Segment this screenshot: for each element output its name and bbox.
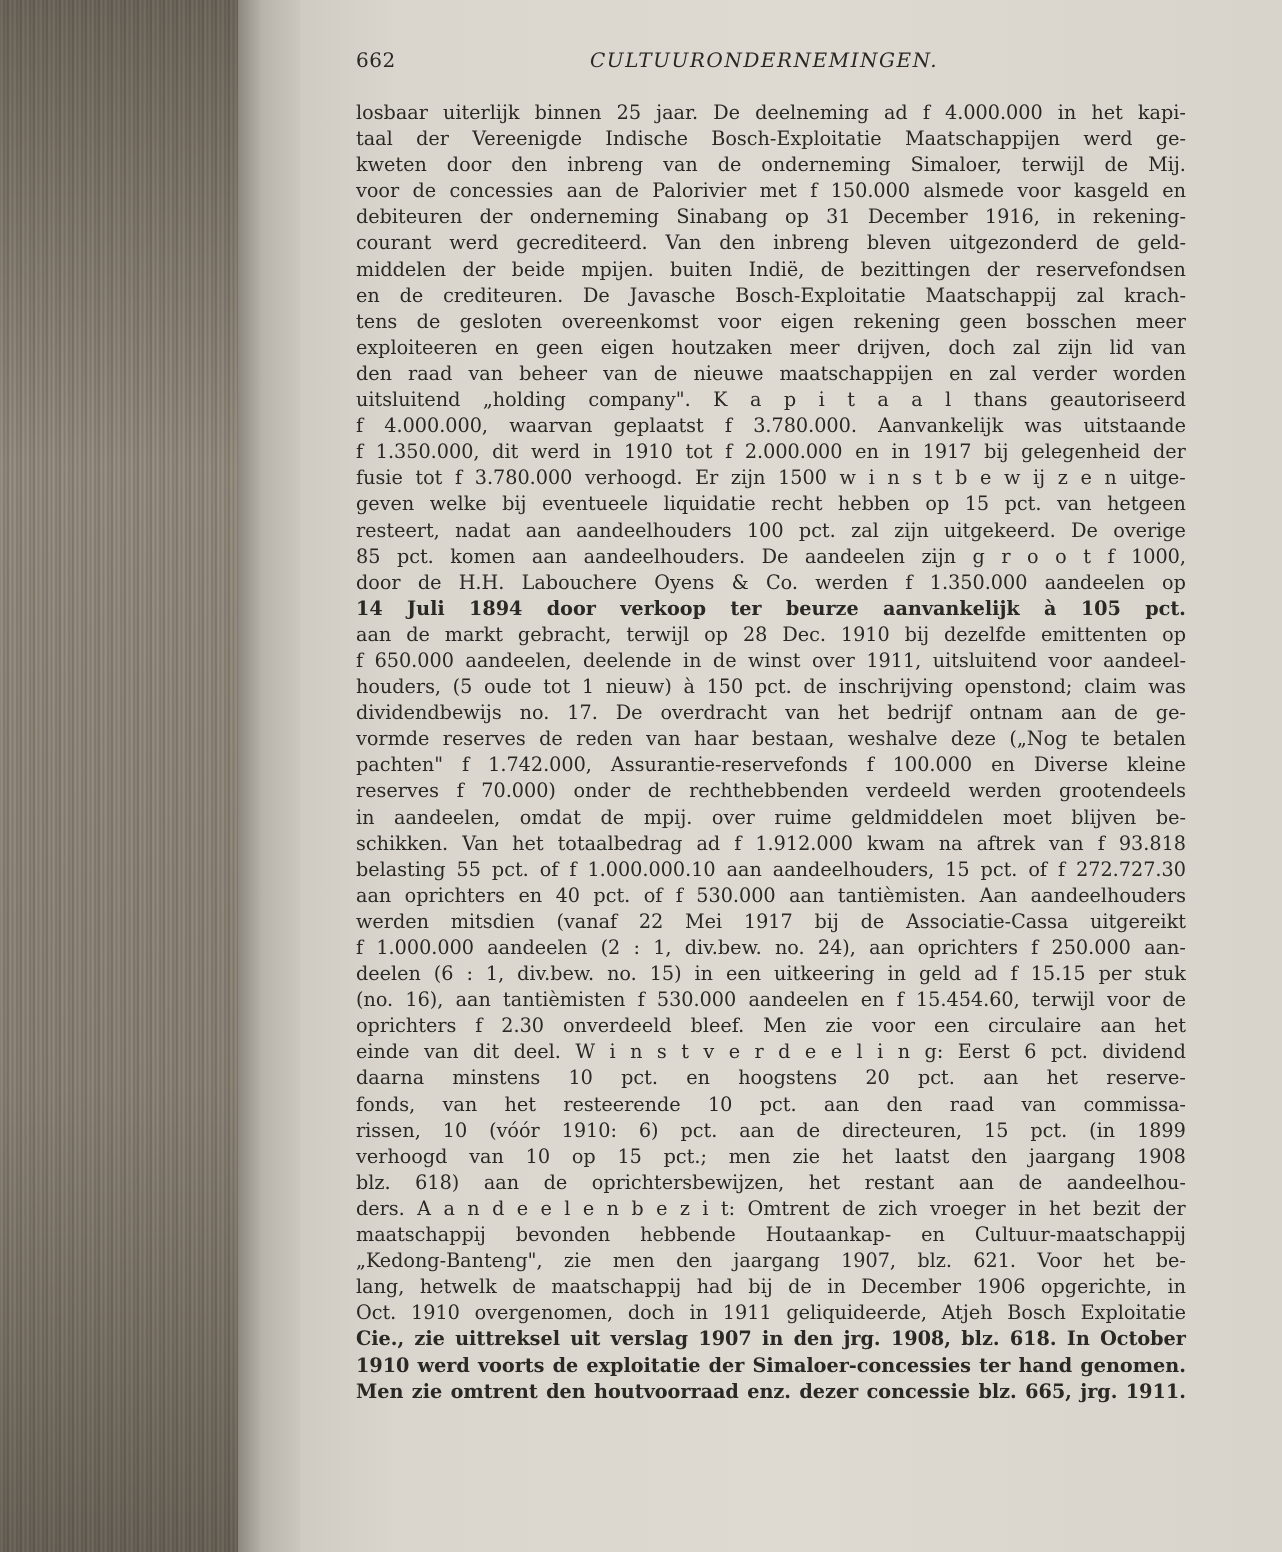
text-line: en de crediteuren. De Javasche Bosch-Exploitatie Maatschappij zal krach- bbox=[356, 283, 1186, 307]
text-line: f 4.000.000, waarvan geplaatst f 3.780.000. Aanvankelijk was uitstaande bbox=[356, 414, 1186, 438]
text-line: losbaar uiterlijk binnen 25 jaar. De deelneming ad f 4.000.000 in het kapi- bbox=[356, 101, 1186, 124]
text-line: den raad van beheer van de nieuwe maatschappijen en zal verder worden bbox=[356, 361, 1186, 385]
text-line: uitsluitend „holding company". K a p i t a a l thans geautoriseerd bbox=[356, 388, 1186, 412]
text-line: taal der Vereenigde Indische Bosch-Exploitatie Maatschappijen werd ge- bbox=[356, 127, 1186, 151]
book-page-stack bbox=[0, 0, 238, 1552]
text-line: „Kedong-Banteng", zie men den jaargang 1907, blz. 621. Voor het be- bbox=[356, 1249, 1186, 1273]
text-line: oprichters f 2.30 onverdeeld bleef. Men zie voor een circulaire aan het bbox=[356, 1014, 1186, 1038]
text-line: rissen, 10 (vóór 1910: 6) pct. aan de directeuren, 15 pct. (in 1899 bbox=[356, 1118, 1186, 1142]
text-line: 85 pct. komen aan aandeelhouders. De aandeelen zijn g r o o t f 1000, bbox=[356, 544, 1186, 568]
text-line: daarna minstens 10 pct. en hoogstens 20 pct. aan het reserve- bbox=[356, 1066, 1186, 1090]
text-line: fonds, van het resteerende 10 pct. aan den raad van commissa- bbox=[356, 1092, 1186, 1116]
text-line: deelen (6 : 1, div.bew. no. 15) in een uitkeering in geld ad f 15.15 per stuk bbox=[356, 962, 1186, 986]
text-line: f 1.000.000 aandeelen (2 : 1, div.bew. no. 24), aan oprichters f 250.000 aan- bbox=[356, 936, 1186, 959]
text-line: pachten" f 1.742.000, Assurantie-reservefonds f 100.000 en Diverse kleine bbox=[356, 753, 1186, 777]
text-line: ders. A a n d e e l e n b e z i t: Omtrent de zich vroeger in het bezit der bbox=[356, 1196, 1186, 1220]
text-line: fusie tot f 3.780.000 verhoogd. Er zijn 1500 w i n s t b e w ij z e n uitge- bbox=[356, 466, 1186, 490]
text-line: in aandeelen, omdat de mpij. over ruime geldmiddelen moet blijven be- bbox=[356, 805, 1186, 829]
text-line: schikken. Van het totaalbedrag ad f 1.912.000 kwam na aftrek van f 93.818 bbox=[356, 831, 1186, 855]
text-line: einde van dit deel. W i n s t v e r d e e l i n g: Eerst 6 pct. dividend bbox=[356, 1040, 1186, 1064]
text-line: courant werd gecrediteerd. Van den inbreng bleven uitgezonderd de geld- bbox=[356, 231, 1186, 255]
body-text bbox=[356, 100, 1186, 1405]
text-line: middelen der beide mpijen. buiten Indië, de bezittingen der reservefondsen bbox=[356, 257, 1186, 281]
text-line: blz. 618) aan de oprichtersbewijzen, het restant aan de aandeelhou- bbox=[356, 1170, 1186, 1194]
text-line: werden mitsdien (vanaf 22 Mei 1917 bij de Associatie-Cassa uitgereikt bbox=[356, 909, 1186, 933]
text-line: houders, (5 oude tot 1 nieuw) à 150 pct. de inschrijving openstond; claim was bbox=[356, 675, 1186, 699]
text-line: kweten door den inbreng van de onderneming Simaloer, terwijl de Mij. bbox=[356, 153, 1186, 177]
page-number: 662 bbox=[356, 48, 396, 72]
text-line: reserves f 70.000) onder de rechthebbenden verdeeld werden grootendeels bbox=[356, 779, 1186, 803]
text-line: (no. 16), aan tantièmisten f 530.000 aandeelen en f 15.454.60, terwijl voor de bbox=[356, 988, 1186, 1012]
text-line: aan de markt gebracht, terwijl op 28 Dec. 1910 bij dezelfde emittenten op bbox=[356, 622, 1186, 646]
text-line: belasting 55 pct. of f 1.000.000.10 aan aandeelhouders, 15 pct. of f 272.727.30 bbox=[356, 857, 1186, 881]
text-line: f 650.000 aandeelen, deelende in de winst over 1911, uitsluitend voor aandeel- bbox=[356, 648, 1186, 672]
text-line: geven welke bij eventueele liquidatie recht hebben op 15 pct. van hetgeen bbox=[356, 492, 1186, 516]
book-gutter-shadow bbox=[238, 0, 308, 1552]
text-line: exploiteeren en geen eigen houtzaken meer drijven, doch zal zijn lid van bbox=[356, 335, 1186, 359]
text-line: resteert, nadat aan aandeelhouders 100 pct. zal zijn uitgekeerd. De overige bbox=[356, 518, 1186, 542]
text-line: door de H.H. Labouchere Oyens & Co. werden f 1.350.000 aandeelen op bbox=[356, 570, 1186, 594]
text-line: debiteuren der onderneming Sinabang op 31 December 1916, in rekening- bbox=[356, 205, 1186, 229]
text-line: voor de concessies aan de Palorivier met f 150.000 alsmede voor kasgeld en bbox=[356, 179, 1186, 203]
text-line: vormde reserves de reden van haar bestaan, weshalve deze („Nog te betalen bbox=[356, 727, 1186, 751]
text-line: aan oprichters en 40 pct. of f 530.000 aan tantièmisten. Aan aandeelhouders bbox=[356, 883, 1186, 907]
text-line: verhoogd van 10 op 15 pct.; men zie het laatst den jaargang 1908 bbox=[356, 1144, 1186, 1168]
text-line: Men zie omtrent den houtvoorraad enz. dezer concessie blz. 665, jrg. 1911. bbox=[356, 1379, 1186, 1403]
text-line: 1910 werd voorts de exploitatie der Simaloer-concessies ter hand genomen. bbox=[356, 1353, 1186, 1377]
page-header bbox=[356, 48, 1186, 78]
text-line: 14 Juli 1894 door verkoop ter beurze aanvankelijk à 105 pct. bbox=[356, 596, 1186, 620]
text-line: f 1.350.000, dit werd in 1910 tot f 2.000.000 en in 1917 bij gelegenheid der bbox=[356, 440, 1186, 464]
running-title: CULTUURONDERNEMINGEN. bbox=[590, 48, 939, 72]
text-line: Oct. 1910 overgenomen, doch in 1911 geliquideerde, Atjeh Bosch Exploitatie bbox=[356, 1301, 1186, 1325]
text-line: maatschappij bevonden hebbende Houtaankap- en Cultuur-maatschappij bbox=[356, 1223, 1186, 1247]
text-line: dividendbewijs no. 17. De overdracht van het bedrijf ontnam aan de ge- bbox=[356, 701, 1186, 725]
text-line: lang, hetwelk de maatschappij had bij de in December 1906 opgerichte, in bbox=[356, 1275, 1186, 1299]
text-line: tens de gesloten overeenkomst voor eigen rekening geen bosschen meer bbox=[356, 309, 1186, 333]
text-line: Cie., zie uittreksel uit verslag 1907 in den jrg. 1908, blz. 618. In October bbox=[356, 1327, 1186, 1351]
